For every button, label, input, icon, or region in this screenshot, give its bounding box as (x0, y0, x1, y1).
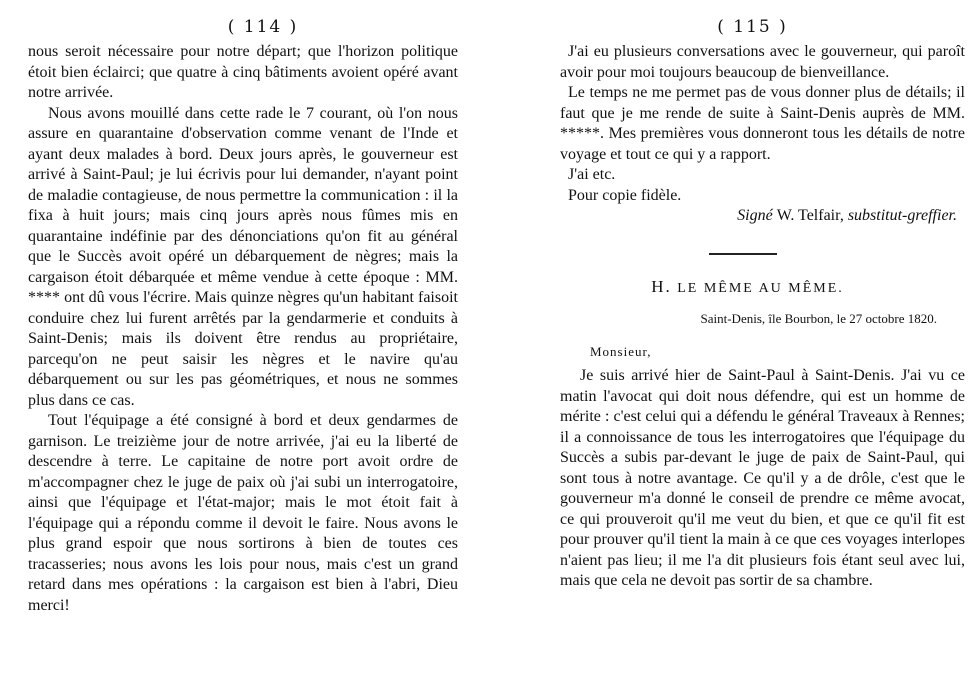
letter-heading (560, 277, 965, 300)
left-paragraph-3: Tout l'équipage a été consigné à bord et deux gendarmes de garnison. Le treizième jour de notre arrivée, j'ai eu la liberté de descendre à terre. Le capitaine de notre port avoit ordre de m'accompagner chez le juge de paix où j'ai subi un interrogatoire, ainsi que l'équipage et l'état-major; mais le mot étoit fait à l'équipage qui a répondu comme il devoit le faire. Nous avons le plus grand espoir que nous sortirons à bien de toutes ces tracasseries; nous avons les lois pour nous, mais c'est un grand retard dans mes opérations : la cargaison est bien à l'abri, Dieu merci! (28, 412, 458, 614)
signature-title: substitut-greffier. (847, 207, 957, 224)
left-paragraph-2: Nous avons mouillé dans cette rade le 7 courant, où l'on nous assure en quarantaine d'observation comme venant de l'Inde et ayant deux malades à bord. Deux jours après, le gouverneur est arrivé à Saint-Paul; je lui écrivis pour lui demander, n'ayant point de maladie contagieuse, de nous permettre la communication : il la fixa à huit jours; mais cinq jours après nous fûmes mis en quarantaine indéfinie par des dénonciations qu'on fit au général que le Succès avoit opéré un débarquement de nègres; mais la cargaison étoit débarquée et même vendue à cette époque : MM. **** ont dû vous l'écrire. Mais quinze nègres qu'un habitant faisoit conduire chez lui furent arrêtés par la gendarmerie et conduits à Saint-Denis; mais ils doivent être rendus au propriétaire, parcequ'on ne peut saisir les nègres et le navire qu'au débarquement ou sur les pas géométriques, et nous ne sommes plus dans ce cas. (28, 104, 458, 409)
right-paragraph-3: J'ai etc. (568, 166, 616, 183)
signature-name: W. Telfair, (776, 207, 844, 224)
right-paragraph-4: Pour copie fidèle. (568, 186, 682, 204)
right-paragraph-1: J'ai eu plusieurs conversations avec le gouverneur, qui paroît avoir pour moi toujours beaucoup de bienveillance. (560, 43, 965, 81)
right-page-body (560, 42, 965, 592)
signature-prefix: Signé (737, 207, 773, 224)
right-paragraph-2: Le temps ne me permet pas de vous donner plus de détails; il faut que je me rende de suite à Saint-Denis auprès de MM. *****. Mes premières vous donneront tous les détails de notre voyage et tout ce qui y a rapport. (560, 84, 965, 163)
right-page-number: ( 115 ) (717, 17, 788, 37)
left-page (28, 0, 458, 694)
letter-body: Je suis arrivé hier de Saint-Paul à Saint-Denis. J'ai vu ce matin l'avocat qui doit nous défendre, qui est un homme de mérite : c'est celui qui a défendu le général Traveaux à Rennes; il a connoissance de tous les interrogatoires que l'équipage du Succès a subis par-devant le juge de paix de Saint-Paul, qui sont tous à notre avantage. Ce qu'il y a de drôle, c'est que le gouverneur m'a donné le conseil de prendre ce même avocat, ce qui prouveroit qu'il me veut du bien, et que ce qu'il fit est pour prouver qu'il tient la main à ce que ces voyages interlopes n'aient pas lieu; il me l'a dit plusieurs fois étant seul avec lui, mais que cela ne devoit pas sortir de sa chambre. (560, 367, 965, 589)
left-page-body (28, 42, 458, 616)
letter-salutation: Monsieur, (590, 343, 652, 359)
letter-dateline: Saint-Denis, île Bourbon, le 27 octobre 1820. (700, 311, 937, 326)
left-paragraph-1: nous seroit nécessaire pour notre départ; que l'horizon politique étoit bien éclairci; que quatre à cinq bâtiments avoient opéré avant notre arrivée. (28, 43, 458, 101)
letter-number: H. (651, 276, 672, 296)
left-page-number: ( 114 ) (227, 17, 299, 37)
letter-title: LE MÊME AU MÊME. (677, 280, 844, 296)
signature-line (560, 206, 965, 227)
section-divider (709, 253, 777, 255)
right-page (560, 0, 965, 694)
